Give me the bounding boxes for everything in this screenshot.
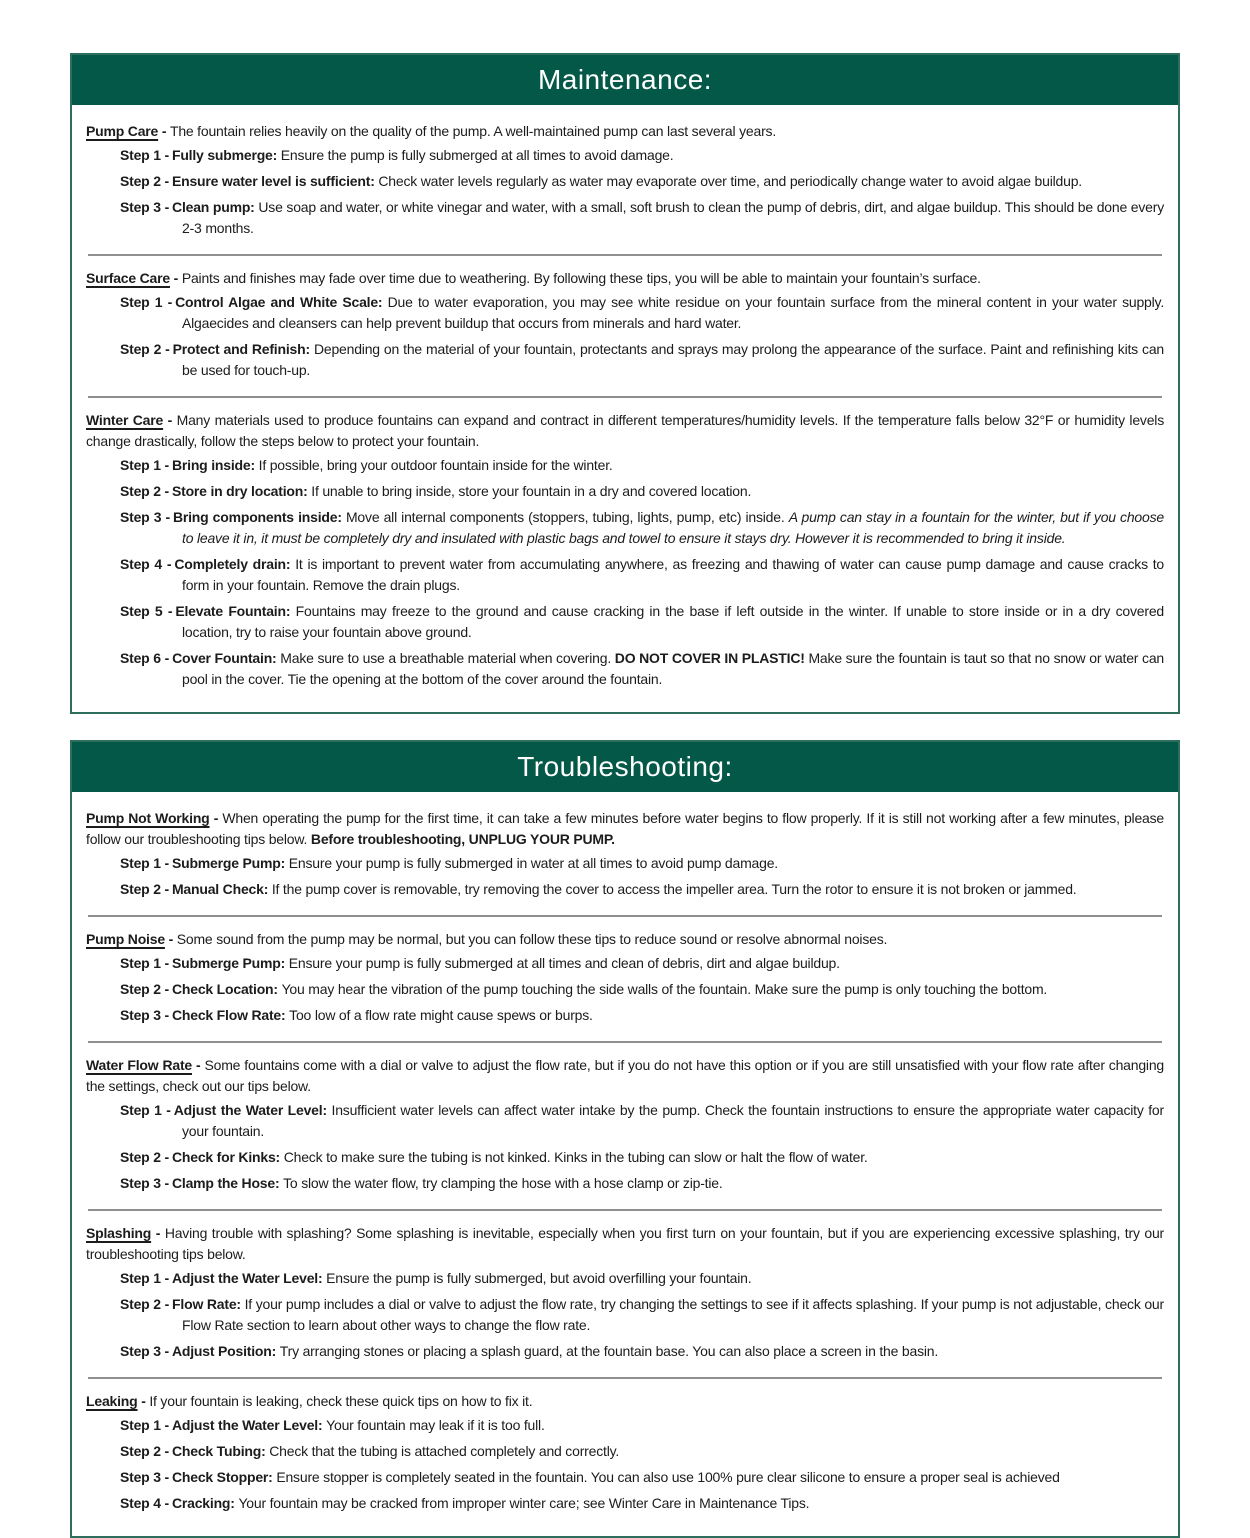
text-segment: Some fountains come with a dial or valve to adjust the flow rate, but if you do not have this option or if you are still unsatisfied with your flow rate after changing the settings, check out our tips below. bbox=[86, 1057, 1165, 1094]
text-segment: Your fountain may leak if it is too full. bbox=[326, 1417, 545, 1433]
section-intro bbox=[86, 1391, 1164, 1412]
section-intro bbox=[86, 268, 1164, 289]
step-label: Cracking: bbox=[171, 1495, 239, 1511]
heading-dash: - bbox=[137, 1393, 150, 1409]
step-number: Step 1 - bbox=[120, 1270, 169, 1286]
section-heading: Winter Care bbox=[86, 412, 164, 428]
step-label: Check Flow Rate: bbox=[171, 1007, 290, 1023]
step-number: Step 2 - bbox=[120, 341, 170, 357]
section-pump-noise bbox=[86, 927, 1164, 1032]
step bbox=[120, 1441, 1164, 1462]
step-number: Step 3 - bbox=[120, 1007, 169, 1023]
step-number: Step 1 - bbox=[120, 147, 169, 163]
step-label: Store in dry location: bbox=[171, 483, 312, 499]
steps-list bbox=[120, 145, 1164, 239]
step-number: Step 5 - bbox=[120, 603, 173, 619]
step-number: Step 3 - bbox=[120, 1343, 169, 1359]
text-segment: The fountain relies heavily on the quality of the pump. A well-maintained pump can last several years. bbox=[169, 123, 777, 139]
step-label: Check Tubing: bbox=[171, 1443, 270, 1459]
step-label: Check Stopper: bbox=[171, 1469, 277, 1485]
text-segment: Before troubleshooting, UNPLUG YOUR PUMP. bbox=[310, 831, 615, 847]
step-label: Protect and Refinish: bbox=[172, 341, 314, 357]
text-segment: Check that the tubing is attached completely and correctly. bbox=[269, 1443, 620, 1459]
section-intro bbox=[86, 808, 1164, 850]
step bbox=[120, 197, 1164, 239]
step-number: Step 1 - bbox=[120, 457, 169, 473]
section-splashing bbox=[86, 1221, 1164, 1368]
step-label: Cover Fountain: bbox=[172, 650, 281, 666]
section-divider bbox=[88, 915, 1162, 917]
text-segment: Insufficient water levels can affect water intake by the pump. Check the fountain instructions to ensure the appropriate water capacity for your fountain. bbox=[182, 1102, 1164, 1139]
section-divider bbox=[88, 254, 1162, 256]
step bbox=[120, 1173, 1164, 1194]
text-segment: Fountains may freeze to the ground and cause cracking in the base if left outside in the winter. If unable to store inside or in a dry covered location, try to raise your fountain above ground. bbox=[182, 603, 1164, 640]
step-label: Adjust Position: bbox=[171, 1343, 280, 1359]
step bbox=[120, 879, 1164, 900]
steps-list bbox=[120, 953, 1164, 1026]
step bbox=[120, 979, 1164, 1000]
steps-list bbox=[120, 1100, 1164, 1194]
step bbox=[120, 455, 1164, 476]
step-number: Step 3 - bbox=[120, 1469, 169, 1485]
text-segment: To slow the water flow, try clamping the hose with a hose clamp or zip-tie. bbox=[283, 1175, 723, 1191]
heading-dash: - bbox=[169, 270, 182, 286]
text-segment: If your fountain is leaking, check these quick tips on how to fix it. bbox=[149, 1393, 533, 1409]
step-number: Step 4 - bbox=[120, 556, 172, 572]
step-label: Submerge Pump: bbox=[171, 955, 289, 971]
step bbox=[120, 507, 1164, 549]
steps-list bbox=[120, 292, 1164, 381]
step-label: Fully submerge: bbox=[171, 147, 281, 163]
section-heading: Pump Not Working bbox=[86, 810, 210, 826]
step-label: Adjust the Water Level: bbox=[171, 1417, 327, 1433]
section-intro bbox=[86, 1223, 1164, 1265]
section-divider bbox=[88, 1377, 1162, 1379]
text-segment: Move all internal components (stoppers, tubing, lights, pump, etc) inside. bbox=[345, 509, 789, 525]
troubleshooting-title: Troubleshooting: bbox=[517, 751, 733, 782]
maintenance-panel bbox=[70, 53, 1180, 714]
text-segment: DO NOT COVER IN PLASTIC! bbox=[614, 650, 805, 666]
step bbox=[120, 1005, 1164, 1026]
section-heading: Pump Noise bbox=[86, 931, 165, 947]
text-segment: It is important to prevent water from accumulating anywhere, as freezing and thawing of water can cause pump damage and cause cracks to form in your fountain. Remove the drain plugs. bbox=[182, 556, 1165, 593]
step bbox=[120, 953, 1164, 974]
step-number: Step 1 - bbox=[120, 855, 169, 871]
step bbox=[120, 171, 1164, 192]
section-pump-care bbox=[86, 119, 1164, 245]
text-segment: Check water levels regularly as water may evaporate over time, and periodically change water to avoid algae buildup. bbox=[378, 173, 1082, 189]
step-label: Adjust the Water Level: bbox=[173, 1102, 332, 1118]
step-number: Step 1 - bbox=[120, 1102, 171, 1118]
text-segment: Ensure your pump is fully submerged at all times and clean of debris, dirt and algae buildup. bbox=[288, 955, 840, 971]
step-label: Adjust the Water Level: bbox=[171, 1270, 327, 1286]
section-pump-not-working bbox=[86, 806, 1164, 906]
steps-list bbox=[120, 455, 1164, 690]
step bbox=[120, 1147, 1164, 1168]
step-number: Step 3 - bbox=[120, 509, 170, 525]
maintenance-title: Maintenance: bbox=[537, 64, 713, 95]
step bbox=[120, 1341, 1164, 1362]
steps-list bbox=[120, 853, 1164, 900]
text-segment: Ensure stopper is completely seated in the fountain. You can also use 100% pure clear silicone to ensure a proper seal is achieved bbox=[276, 1469, 1060, 1485]
text-segment: Make sure the fountain is taut so that no snow or water can pool in the cover. Tie the opening at the bottom of the cover around the fountain. bbox=[182, 650, 1164, 687]
steps-list bbox=[120, 1415, 1164, 1514]
section-leaking bbox=[86, 1389, 1164, 1520]
section-intro bbox=[86, 410, 1164, 452]
step bbox=[120, 601, 1164, 643]
step-label: Check Location: bbox=[171, 981, 282, 997]
heading-dash: - bbox=[192, 1057, 205, 1073]
text-segment: If unable to bring inside, store your fountain in a dry and covered location. bbox=[311, 483, 752, 499]
heading-dash: - bbox=[151, 1225, 165, 1241]
step-label: Elevate Fountain: bbox=[175, 603, 296, 619]
section-intro bbox=[86, 121, 1164, 142]
step-number: Step 2 - bbox=[120, 881, 169, 897]
section-divider bbox=[88, 1209, 1162, 1211]
step-number: Step 2 - bbox=[120, 981, 169, 997]
step-number: Step 4 - bbox=[120, 1495, 169, 1511]
step-label: Submerge Pump: bbox=[171, 855, 289, 871]
steps-list bbox=[120, 1268, 1164, 1362]
heading-dash: - bbox=[164, 931, 177, 947]
step-label: Ensure water level is sufficient: bbox=[171, 173, 379, 189]
section-divider bbox=[88, 396, 1162, 398]
maintenance-header-bar bbox=[72, 55, 1178, 105]
text-segment: If your pump includes a dial or valve to adjust the flow rate, try changing the settings to see if it affects splashing. If your pump is not adjustable, check our Flow Rate section to learn about other ways to change the flow rate. bbox=[182, 1296, 1164, 1333]
text-segment: Too low of a flow rate might cause spews or burps. bbox=[289, 1007, 593, 1023]
step-number: Step 2 - bbox=[120, 1149, 169, 1165]
maintenance-body bbox=[72, 105, 1178, 712]
text-segment: When operating the pump for the first time, it can take a few minutes before water begins to flow properly. If it is still not working after a few minutes, please follow our troubleshooting tips below. bbox=[86, 810, 1165, 847]
step-label: Clamp the Hose: bbox=[171, 1175, 284, 1191]
step-number: Step 3 - bbox=[120, 1175, 169, 1191]
troubleshooting-panel bbox=[70, 740, 1180, 1538]
step-number: Step 2 - bbox=[120, 483, 169, 499]
section-winter-care bbox=[86, 408, 1164, 696]
step bbox=[120, 292, 1164, 334]
text-segment: Many materials used to produce fountains can expand and contract in different temperatures/humidity levels. If the temperature falls below 32°F or humidity levels change drastically, follow the steps below to protect your fountain. bbox=[86, 412, 1164, 449]
step bbox=[120, 1415, 1164, 1436]
step-label: Clean pump: bbox=[172, 199, 259, 215]
step-label: Bring components inside: bbox=[172, 509, 346, 525]
step-label: Flow Rate: bbox=[172, 1296, 245, 1312]
step-label: Bring inside: bbox=[171, 457, 259, 473]
text-segment: Paints and finishes may fade over time due to weathering. By following these tips, you will be able to maintain your fountain’s surface. bbox=[181, 270, 981, 286]
text-segment: Use soap and water, or white vinegar and water, with a small, soft brush to clean the pump of debris, dirt, and algae buildup. This should be done every 2-3 months. bbox=[182, 199, 1164, 236]
troubleshooting-body bbox=[72, 792, 1178, 1536]
step bbox=[120, 1294, 1164, 1336]
text-segment: If the pump cover is removable, try removing the cover to access the impeller area. Turn the rotor to ensure it is not broken or jammed. bbox=[271, 881, 1077, 897]
text-segment: Check to make sure the tubing is not kinked. Kinks in the tubing can slow or halt the flow of water. bbox=[283, 1149, 868, 1165]
step bbox=[120, 1467, 1164, 1488]
step bbox=[120, 1100, 1164, 1142]
step bbox=[120, 1268, 1164, 1289]
text-segment: Due to water evaporation, you may see white residue on your fountain surface from the mineral content in your water supply. Algaecides and cleansers can help prevent buildup that occurs from minerals and hard water. bbox=[182, 294, 1165, 331]
heading-dash: - bbox=[209, 810, 223, 826]
text-segment: Your fountain may be cracked from improper winter care; see Winter Care in Maintenance Tips. bbox=[238, 1495, 810, 1511]
section-heading: Leaking bbox=[86, 1393, 138, 1409]
text-segment: Ensure your pump is fully submerged in water at all times to avoid pump damage. bbox=[288, 855, 778, 871]
text-segment: Having trouble with splashing? Some splashing is inevitable, especially when you first turn on your fountain, but if you are experiencing excessive splashing, try our troubleshooting tips below. bbox=[86, 1225, 1165, 1262]
step bbox=[120, 339, 1164, 381]
text-segment: Ensure the pump is fully submerged, but avoid overfilling your fountain. bbox=[326, 1270, 752, 1286]
step bbox=[120, 481, 1164, 502]
troubleshooting-header-bar bbox=[72, 742, 1178, 792]
text-segment: Make sure to use a breathable material when covering. bbox=[280, 650, 615, 666]
step-number: Step 2 - bbox=[120, 173, 169, 189]
section-divider bbox=[88, 1041, 1162, 1043]
step-number: Step 6 - bbox=[120, 650, 170, 666]
section-intro bbox=[86, 929, 1164, 950]
section-heading: Pump Care bbox=[86, 123, 159, 139]
step-number: Step 3 - bbox=[120, 199, 170, 215]
step bbox=[120, 853, 1164, 874]
section-surface-care bbox=[86, 266, 1164, 387]
step-label: Check for Kinks: bbox=[171, 1149, 284, 1165]
section-water-flow-rate bbox=[86, 1053, 1164, 1200]
section-heading: Splashing bbox=[86, 1225, 152, 1241]
step-number: Step 1 - bbox=[120, 294, 173, 310]
step bbox=[120, 554, 1164, 596]
step bbox=[120, 145, 1164, 166]
text-segment: Some sound from the pump may be normal, but you can follow these tips to reduce sound or resolve abnormal noises. bbox=[176, 931, 888, 947]
step-number: Step 1 - bbox=[120, 1417, 169, 1433]
heading-dash: - bbox=[163, 412, 177, 428]
step-number: Step 1 - bbox=[120, 955, 169, 971]
text-segment: Depending on the material of your fountain, protectants and sprays may prolong the appearance of the surface. Paint and refinishing kits can be used for touch-up. bbox=[182, 341, 1164, 378]
section-heading: Water Flow Rate bbox=[86, 1057, 193, 1073]
step bbox=[120, 648, 1164, 690]
section-heading: Surface Care bbox=[86, 270, 170, 286]
step-label: Manual Check: bbox=[171, 881, 272, 897]
heading-dash: - bbox=[158, 123, 170, 139]
text-segment: A pump can stay in a fountain for the winter, but if you choose to leave it in, it must be completely dry and insulated with plastic bags and towel to ensure it stays dry. However it is recommended to bring it inside. bbox=[182, 509, 1164, 546]
text-segment: Ensure the pump is fully submerged at all times to avoid damage. bbox=[280, 147, 674, 163]
text-segment: Try arranging stones or placing a splash guard, at the fountain base. You can also place a screen in the basin. bbox=[279, 1343, 939, 1359]
section-intro bbox=[86, 1055, 1164, 1097]
step bbox=[120, 1493, 1164, 1514]
step-label: Control Algae and White Scale: bbox=[175, 294, 388, 310]
step-number: Step 2 - bbox=[120, 1296, 170, 1312]
text-segment: If possible, bring your outdoor fountain inside for the winter. bbox=[258, 457, 613, 473]
text-segment: You may hear the vibration of the pump touching the side walls of the fountain. Make sure the pump is only touching the bottom. bbox=[281, 981, 1048, 997]
step-number: Step 2 - bbox=[120, 1443, 169, 1459]
step-label: Completely drain: bbox=[174, 556, 296, 572]
